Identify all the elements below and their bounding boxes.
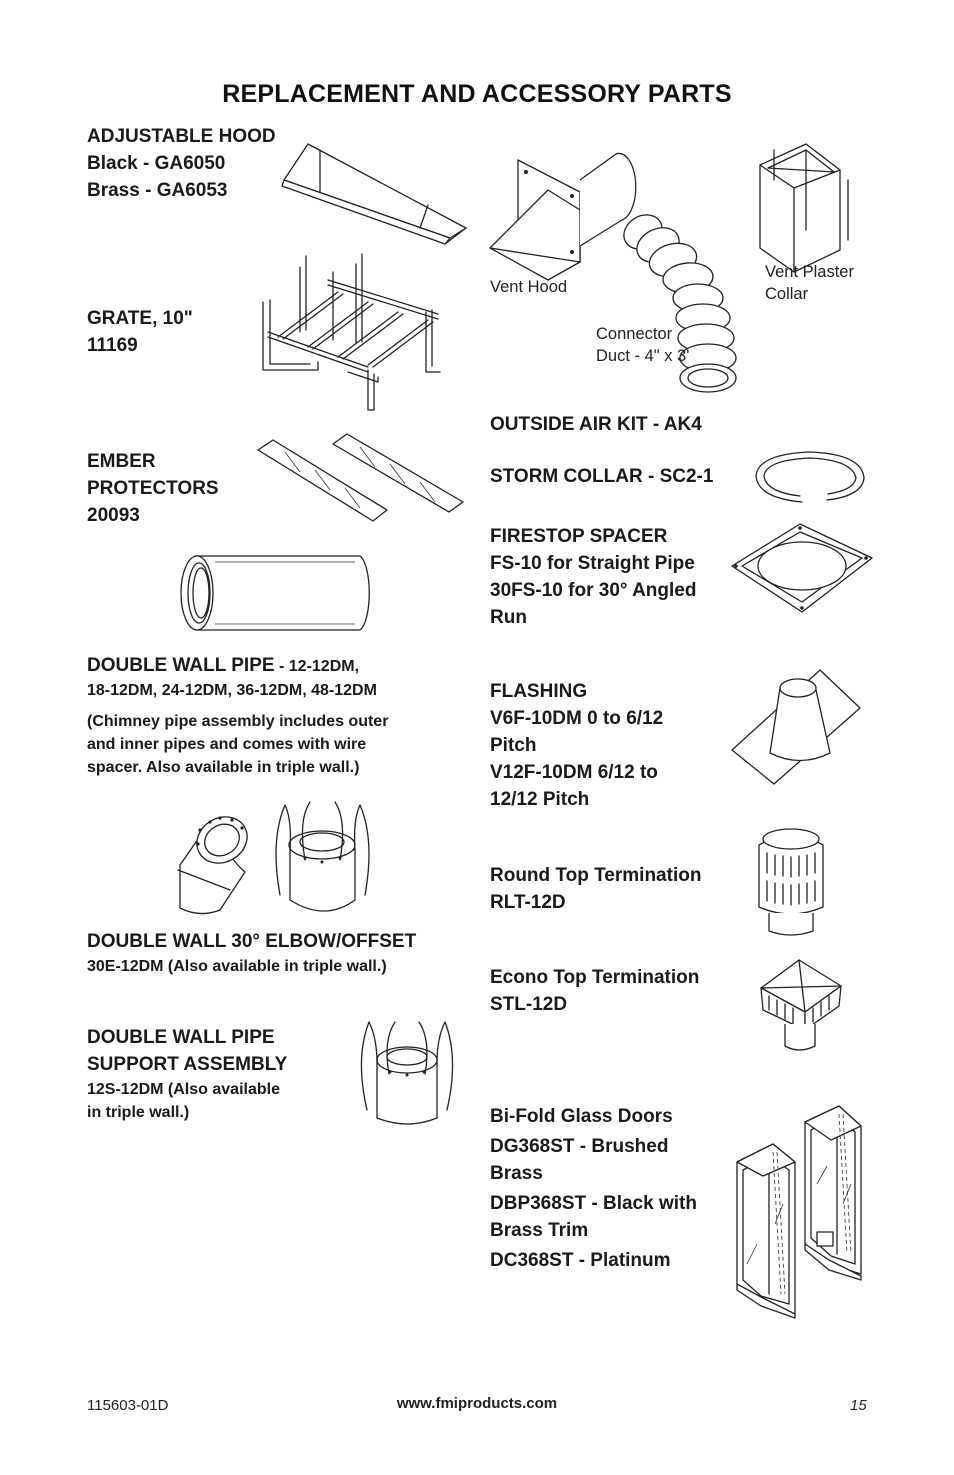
flashing-title: FLASHING	[490, 681, 588, 702]
grate-part: 11169	[87, 335, 138, 356]
econo-top-drawing	[755, 958, 845, 1058]
page-title: REPLACEMENT AND ACCESSORY PARTS	[222, 80, 732, 108]
double-wall-pipe-models-b: 18-12DM, 24-12DM, 36-12DM, 48-12DM	[87, 682, 377, 699]
ember-protectors-drawing	[255, 432, 467, 524]
glass-doors-part-1b: Brass	[490, 1163, 543, 1184]
ember-protectors-label	[87, 448, 219, 529]
vent-hood-caption	[490, 276, 567, 298]
firestop-spacer-title: FIRESTOP SPACER	[490, 526, 668, 547]
footer-doc-number: 115603-01D	[87, 1397, 169, 1414]
flashing-part-2: V12F-10DM 6/12 to	[490, 762, 658, 783]
firestop-spacer-label	[490, 523, 696, 631]
outside-air-kit-text: OUTSIDE AIR KIT - AK4	[490, 414, 702, 435]
glass-doors-part-3: DC368ST - Platinum	[490, 1250, 671, 1271]
elbow-offset-label	[87, 928, 416, 978]
double-wall-pipe-note	[87, 710, 388, 779]
ember-protectors-part: 20093	[87, 505, 140, 526]
econo-top-label	[490, 964, 699, 1018]
storm-collar-label	[490, 463, 713, 490]
flashing-part-1b: Pitch	[490, 735, 537, 756]
plaster-collar-caption	[765, 261, 854, 305]
double-wall-pipe-drawing	[175, 552, 375, 634]
adjustable-hood-label	[87, 123, 276, 204]
glass-doors-title: Bi-Fold Glass Doors	[490, 1106, 673, 1127]
firestop-spacer-part-1: FS-10 for Straight Pipe	[490, 553, 695, 574]
vent-hood-text: Vent Hood	[490, 278, 568, 296]
adjustable-hood-brass-part: Brass - GA6053	[87, 180, 228, 201]
ember-protectors-title-1: EMBER	[87, 451, 156, 472]
storm-collar-text: STORM COLLAR - SC2-1	[490, 466, 714, 487]
connector-duct-text-2: Duct - 4" x 3'	[596, 347, 690, 365]
elbow-offset-part: 30E-12DM (Also available in triple wall.)	[87, 958, 387, 975]
support-assembly-part-1: 12S-12DM (Also available	[87, 1081, 280, 1098]
connector-duct-text-1: Connector	[596, 325, 673, 343]
footer-page-number: 15	[850, 1397, 867, 1414]
ember-protectors-title-2: PROTECTORS	[87, 478, 219, 499]
round-top-drawing	[755, 825, 827, 940]
firestop-spacer-part-3: Run	[490, 607, 527, 628]
flashing-drawing	[730, 668, 862, 786]
support-assembly-part-2: in triple wall.)	[87, 1104, 190, 1121]
support-assembly-title-2: SUPPORT ASSEMBLY	[87, 1054, 288, 1075]
plaster-collar-text-1: Vent Plaster	[765, 263, 854, 281]
adjustable-hood-title: ADJUSTABLE HOOD	[87, 126, 276, 147]
double-wall-pipe-note-3: spacer. Also available in triple wall.)	[87, 759, 360, 776]
double-wall-pipe-models-a: - 12-12DM,	[274, 658, 360, 675]
footer-website[interactable]: www.fmiproducts.com	[396, 1395, 558, 1412]
outside-air-kit-label	[490, 411, 702, 438]
firestop-spacer-drawing	[730, 522, 875, 614]
firestop-spacer-part-2: 30FS-10 for 30° Angled	[490, 580, 697, 601]
econo-top-title: Econo Top Termination	[490, 967, 700, 988]
glass-doors-drawing	[733, 1104, 868, 1322]
flashing-part-2b: 12/12 Pitch	[490, 789, 590, 810]
double-wall-pipe-label	[87, 652, 377, 703]
round-top-part: RLT-12D	[490, 892, 566, 913]
elbow-offset-drawing	[170, 800, 460, 922]
storm-collar-drawing	[752, 448, 870, 508]
adjustable-hood-drawing	[280, 140, 470, 245]
glass-doors-label	[490, 1103, 697, 1274]
double-wall-pipe-note-2: and inner pipes and comes with wire	[87, 736, 367, 753]
flashing-label	[490, 678, 663, 813]
elbow-offset-title: DOUBLE WALL 30° ELBOW/OFFSET	[87, 931, 417, 952]
support-assembly-title-1: DOUBLE WALL PIPE	[87, 1027, 275, 1048]
econo-top-part: STL-12D	[490, 994, 568, 1015]
grate-title: GRATE, 10"	[87, 308, 193, 329]
double-wall-pipe-title: DOUBLE WALL PIPE	[87, 655, 275, 676]
round-top-title: Round Top Termination	[490, 865, 702, 886]
grate-drawing	[248, 252, 458, 414]
support-assembly-drawing	[345, 1018, 465, 1126]
double-wall-pipe-note-1: (Chimney pipe assembly includes outer	[87, 713, 389, 730]
glass-doors-part-1: DG368ST - Brushed	[490, 1136, 669, 1157]
support-assembly-label	[87, 1024, 287, 1124]
glass-doors-part-2b: Brass Trim	[490, 1220, 589, 1241]
round-top-label	[490, 862, 701, 916]
connector-duct-caption	[596, 323, 689, 367]
grate-label	[87, 305, 193, 359]
glass-doors-part-2: DBP368ST - Black with	[490, 1193, 697, 1214]
plaster-collar-text-2: Collar	[765, 285, 809, 303]
flashing-part-1: V6F-10DM 0 to 6/12	[490, 708, 664, 729]
adjustable-hood-black-part: Black - GA6050	[87, 153, 226, 174]
